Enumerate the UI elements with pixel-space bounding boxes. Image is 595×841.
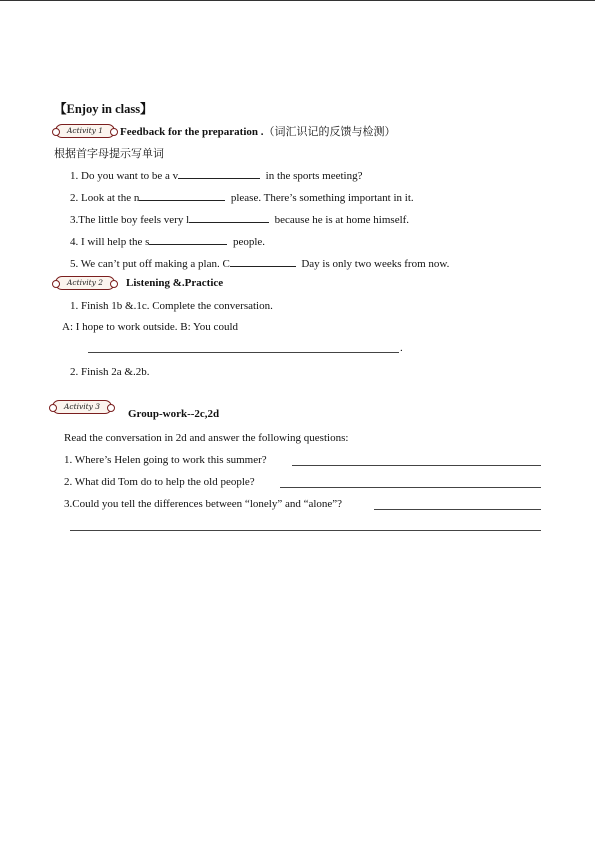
question-2: 2. What did Tom do to help the old people?	[64, 476, 255, 488]
activity-3-badge	[52, 400, 112, 414]
fill-item-5-text: 5. We can’t put off making a plan. C	[70, 258, 230, 270]
fill-item-5	[70, 256, 449, 270]
answer-blank-4[interactable]	[149, 234, 227, 245]
activity-2-item-1: 1. Finish 1b &.1c. Complete the conversation.	[70, 300, 273, 312]
fill-item-4-tail: people.	[232, 236, 266, 248]
fill-item-4	[70, 234, 265, 248]
activity-1-heading	[120, 123, 396, 139]
answer-blank-2[interactable]	[139, 190, 225, 201]
fill-item-1	[70, 168, 363, 182]
activity-2-badge-label: Activity 2	[66, 278, 104, 287]
fill-item-2	[70, 190, 414, 204]
activity-3-badge-label: Activity 3	[63, 402, 101, 411]
fill-item-4-text: 4. I will help the s	[70, 236, 150, 248]
activity-1-badge-label: Activity 1	[66, 126, 104, 135]
fill-item-3-tail: because he is at home himself.	[274, 214, 410, 226]
activity-1-title-cn: （词汇识记的反馈与检测）	[263, 125, 396, 138]
fill-item-5-tail: Day is only two weeks from now.	[301, 258, 450, 270]
question-1: 1. Where’s Helen going to work this summer?	[64, 454, 267, 466]
answer-blank-3[interactable]	[189, 212, 269, 223]
activity-1-badge	[55, 124, 115, 138]
activity-2-dialog: A: I hope to work outside. B: You could	[62, 321, 238, 333]
activity-3-instruction: Read the conversation in 2d and answer the following questions:	[64, 432, 349, 444]
fill-item-1-text: 1. Do you want to be a v	[70, 170, 179, 182]
answer-line-2[interactable]	[280, 487, 541, 488]
answer-blank-5[interactable]	[230, 256, 296, 267]
fill-item-3-text: 3.The little boy feels very l	[70, 214, 190, 226]
fill-item-3	[70, 212, 409, 226]
activity-2-badge	[55, 276, 115, 290]
activity-1-title: Feedback for the preparation .	[120, 126, 264, 138]
fill-item-1-tail: in the sports meeting?	[265, 170, 363, 182]
activity-1-instruction: 根据首字母提示写单词	[54, 147, 164, 160]
activity-3-title: Group-work--2c,2d	[128, 408, 220, 420]
dialog-answer-period: .	[400, 342, 403, 354]
page-top-border	[0, 0, 595, 1]
answer-blank-1[interactable]	[178, 168, 260, 179]
answer-line-4[interactable]	[70, 530, 541, 531]
fill-item-2-tail: please. There’s something important in it.	[230, 192, 414, 204]
answer-line-1[interactable]	[292, 465, 541, 466]
answer-line-3[interactable]	[374, 509, 541, 510]
section-title: 【Enjoy in class】	[54, 102, 153, 116]
dialog-answer-line[interactable]	[88, 352, 399, 353]
activity-2-item-2: 2. Finish 2a &.2b.	[70, 366, 150, 378]
question-3: 3.Could you tell the differences between “lonely” and “alone”?	[64, 498, 343, 510]
activity-2-title: Listening &.Practice	[126, 277, 224, 289]
fill-item-2-text: 2. Look at the n	[70, 192, 140, 204]
